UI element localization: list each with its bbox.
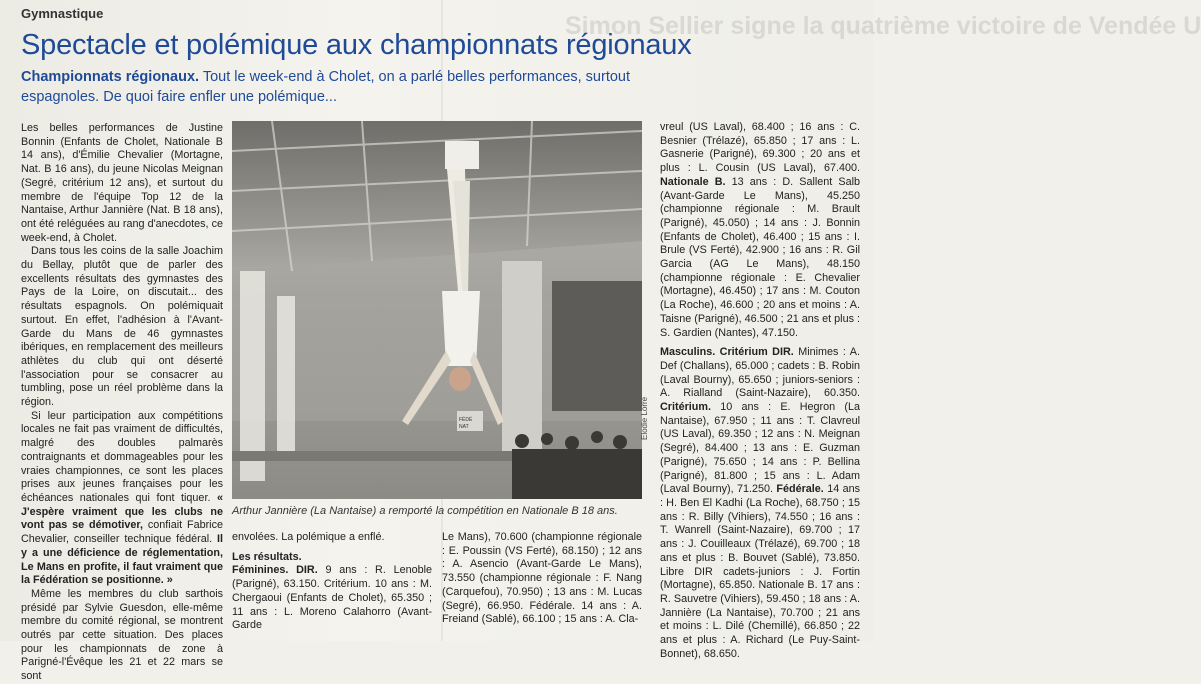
- paragraph: Même les membres du club sarthois présidé par Sylvie Guesdon, elle-même membre du comité régional, se montrent outrés par cette situation. Des places pour les championnats de zone à Parigné-l'Évêque les 21 et 22 mars se sont: [21, 587, 223, 683]
- standfirst-lead: Championnats régionaux.: [21, 69, 200, 85]
- board-text-line-2: NAT: [459, 424, 469, 430]
- category-heading: Masculins. Critérium DIR.: [660, 346, 794, 359]
- article-column-2: [232, 531, 432, 633]
- article-headline: Spectacle et polémique aux championnats régionaux: [21, 29, 692, 61]
- article-photo: [232, 121, 642, 499]
- results-heading: [232, 551, 432, 565]
- results-heading-text: Les résultats.: [232, 550, 302, 563]
- article-column-1: [21, 122, 223, 684]
- paragraph-text: Si leur participation aux compétitions locales ne fait pas vraiment de difficultés, malgré des doubles palmarès contraignants et dommageables pour les vraies championnes, ce sont les places prises aux jeunes françaises pour les échéances nationales qui font tiquer.: [21, 409, 223, 504]
- paragraph: [21, 410, 223, 588]
- article-column-4: [660, 121, 860, 661]
- paragraph: Le Mans), 70.600 (championne régionale : E. Poussin (VS Ferté), 68.150) ; 12 ans : A. Asencio (Avant-Garde Le Mans), 73.550 (championne régionale : F. Nang (Carquefou), 70.950) ; 13 ans : M. Lucas (Segré), 66.950. Fédérale. 14 ans : A. Freiand (Sablé), 66.100 ; 15 ans : A. Cla-: [442, 531, 642, 626]
- board-text-line-1: FÉDÉ: [459, 417, 473, 423]
- paragraph-text: 10 ans : E. Hegron (La Nantaise), 67.950 ; 11 ans : T. Clavreul (US Laval), 69.350 ; 12 ans : N. Meignan (Segré), 84.400 ; 13 ans : E. Guzman (Parigné), 75.650 ; 14 ans : P. Bellina (Parigné), 81.800 ; 15 ans : L. Adam (Laval Bourny), 71.250.: [660, 401, 860, 496]
- standfirst-text: Tout le week-end à Cholet, on a parlé belles performances, surtout espagnoles. De quoi faire enfler une polémique...: [21, 69, 631, 105]
- paragraph: envolées. La polémique a enflé.: [232, 531, 385, 543]
- category-heading: Nationale B.: [660, 175, 726, 188]
- quote-bold: Il y a une déficience de réglementation, Le Mans en profite, il faut vraiment que la Fédération se positionne. »: [21, 533, 223, 587]
- article-standfirst: [21, 67, 641, 107]
- category-heading: Féminines. DIR.: [232, 564, 318, 577]
- paragraph: [660, 346, 860, 661]
- category-heading: Fédérale.: [776, 483, 824, 496]
- photo-caption: Arthur Jannière (La Nantaise) a remporté la compétition en Nationale B 18 ans.: [232, 505, 618, 517]
- category-heading: Critérium.: [660, 401, 711, 414]
- paragraph: [232, 564, 432, 633]
- quote-bold: « J'espère vraiment que les clubs ne vont pas se démotiver,: [21, 491, 223, 532]
- section-rubric: Gymnastique: [21, 6, 104, 21]
- gymnast-photo-illustration: [232, 121, 642, 499]
- photo-credit: Elodie Lorre: [640, 396, 649, 440]
- paragraph: [660, 121, 860, 340]
- paragraph: Dans tous les coins de la salle Joachim du Bellay, plutôt que de parler des excellents résultats des gymnastes des Pays de la Loire, on discutait... des résultats espagnols. On polémiquait surtout. En effet, l'adhésion à l'Avant-Garde du Mans de 46 gymnastes ibériques, en remplacement des meilleurs athlètes du club qui ont déserté l'association pour se consacrer au tumbling, pose un réel problème dans la région.: [21, 245, 223, 409]
- bleed-through-text: Simon Sellier signe la quatrième victoire de Vendée U: [565, 12, 1201, 40]
- paragraph-text: 9 ans : R. Lenoble (Parigné), 63.150. Critérium. 10 ans : M. Chergaoui (Enfants de Cholet), 65.350 ; 11 ans : L. Moreno Calahorro (Avant-Garde: [232, 564, 433, 632]
- article-column-3: [442, 531, 642, 627]
- paragraph-text: confiait Fabrice Chevalier, conseiller technique fédéral.: [21, 519, 223, 546]
- paragraph-text: Minimes : A. Def (Challans), 65.000 ; cadets : B. Robin (Laval Bourny), 65.650 ; juniors-seniors : A. Rialland (Saint-Nazaire), 60.350.: [660, 346, 860, 400]
- paragraph-text: 14 ans : H. Ben El Kadhi (La Roche), 68.750 ; 15 ans : R. Billy (Vihiers), 74.550 ; 16 ans : T. Wanrell (Saint-Nazaire), 69.700 ; 17 ans : J. Couilleaux (Trélazé), 69.700 ; 18 ans et plus : B. Bouvet (Sablé), 73.850. Libre DIR cadets-juniors : J. Fortin (Mortagne), 65.850. Nationale B. 17 ans : R. Sauvetre (Vihiers), 59.450 ; 18 ans : A. Jannière (La Nantaise), 70.700 ; 21 ans et moins : L. Dilé (Chemillé), 66.850 ; 22 ans et plus : A. Richard (Le Puy-Saint-Bonnet), 68.650.: [660, 483, 860, 660]
- paragraph-text: vreul (US Laval), 68.400 ; 16 ans : C. Besnier (Trélazé), 65.850 ; 17 ans : L. Gasnerie (Parigné), 69.300 ; 20 ans et plus : L. Cousin (US Laval), 67.400.: [660, 121, 860, 175]
- paragraph-text: 13 ans : D. Sallent Salb (Avant-Garde Le Mans), 45.250 (championne régionale : M. Brault (Parigné), 45.050) ; 14 ans : J. Bonnin (Enfants de Cholet), 46.400 ; 15 ans : I. Brule (VS Ferté), 42.900 ; 16 ans : R. Gil Garcia (AG Le Mans), 48.150 (championne régionale : E. Chevalier (Mortagne), 46.450) ; 17 ans : M. Couton (La Roche), 46.600 ; 20 ans et moins : A. Taisne (Parigné), 46.500 ; 21 ans et plus : S. Gardien (Nantes), 47.150.: [660, 175, 860, 339]
- paragraph: Les belles performances de Justine Bonnin (Enfants de Cholet, Nationale B 14 ans), d'Émilie Chevalier (Mortagne, Nat. B 16 ans), du jeune Nicolas Meignan (Segré, critérium 12 ans), et surtout du membre de l'équipe Top 12 de la Nantaise, Arthur Jannière (Nat. B 18 ans), ont été reléguées au rang d'anecdotes, ce week-end, à Cholet.: [21, 122, 223, 244]
